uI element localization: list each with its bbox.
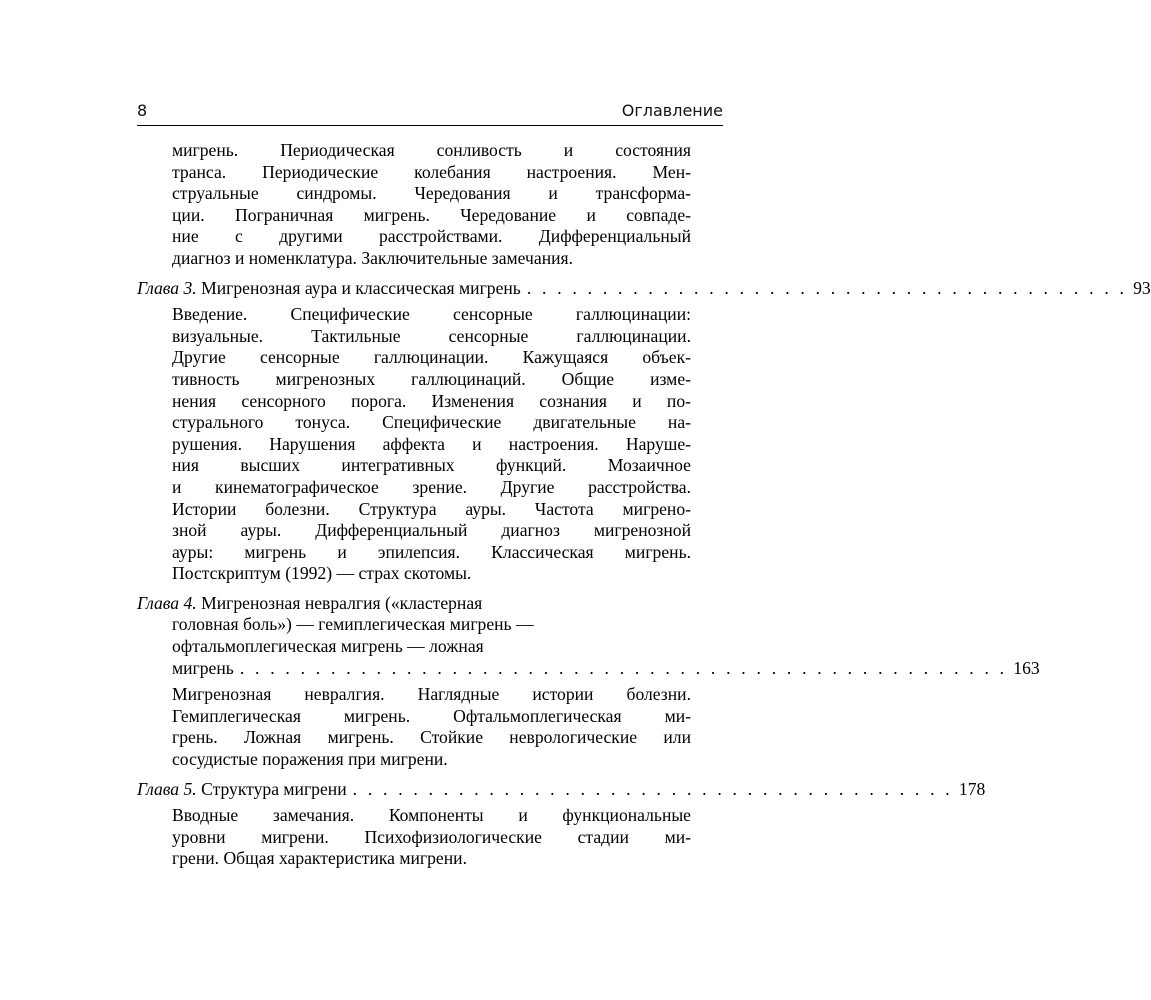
chapter-title-line: офтальмоплегическая мигрень — ложная: [172, 636, 484, 657]
desc-line: ции. Пограничная мигрень. Чередование и совпаде-: [172, 204, 691, 225]
chapter-heading: [137, 593, 723, 615]
desc-line: диагноз и номенклатура. Заключительные замечания.: [172, 247, 574, 268]
chapter-description: [172, 684, 691, 770]
desc-line: ауры: мигрень и эпилепсия. Классическая мигрень.: [172, 541, 691, 562]
chapter-page-number: 178: [958, 778, 986, 799]
chapter-description: [172, 805, 691, 870]
dot-leader: . . . . . . . . . . . . . . . . . . . . . . . . . . . . . . . . . . . . . . . .: [526, 277, 1128, 298]
desc-line: мигрень. Периодическая сонливость и состояния: [172, 140, 691, 160]
toc-entry-chapter-4: [137, 592, 1040, 771]
desc-line: рушения. Нарушения аффекта и настроения. Наруше-: [172, 433, 691, 454]
dot-leader: . . . . . . . . . . . . . . . . . . . . . . . . . . . . . . . . . . . . . . . .: [352, 778, 953, 799]
toc-entry-chapter-3: [137, 277, 1151, 585]
desc-line: Вводные замечания. Компоненты и функциональные: [172, 805, 691, 826]
chapter-2-description-continued: [172, 140, 691, 270]
desc-line: Гемиплегическая мигрень. Офтальмоплегическая ми-: [172, 705, 691, 726]
desc-line: Постскриптум (1992) — страх скотомы.: [172, 563, 472, 584]
toc-entry-chapter-5: [137, 778, 986, 870]
desc-line: ние с другими расстройствами. Дифференциальный: [172, 226, 691, 247]
running-header: [137, 101, 723, 126]
chapter-title: Мигренозная аура и классическая мигрень: [201, 277, 521, 298]
desc-line: транса. Периодические колебания настроения. Мен-: [172, 161, 691, 182]
chapter-label: Глава 5.: [137, 778, 197, 799]
chapter-description: [172, 304, 691, 585]
chapter-title-line: Мигренозная невралгия («кластерная: [201, 592, 483, 613]
page-number: 8: [137, 101, 148, 120]
chapter-heading: [137, 277, 1151, 300]
dot-leader: . . . . . . . . . . . . . . . . . . . . . . . . . . . . . . . . . . . . . . . . . . . . . . . . . . .: [239, 657, 1008, 678]
chapter-label: Глава 3.: [137, 277, 197, 298]
desc-line: нения сенсорного порога. Изменения сознания и по-: [172, 390, 691, 411]
chapter-heading-last-line: [172, 657, 1040, 680]
desc-line: тивность мигренозных галлюцинаций. Общие изме-: [172, 368, 691, 389]
desc-line: Мигренозная невралгия. Наглядные истории болезни.: [172, 684, 691, 705]
desc-line: и кинематографическое зрение. Другие расстройства.: [172, 476, 691, 497]
desc-line: Истории болезни. Структура ауры. Частота мигрено-: [172, 498, 691, 519]
chapter-label: Глава 4.: [137, 592, 197, 613]
desc-line: зной ауры. Дифференциальный диагноз мигренозной: [172, 520, 691, 541]
chapter-page-number: 163: [1013, 657, 1040, 678]
chapter-heading: [137, 778, 986, 801]
desc-line: визуальные. Тактильные сенсорные галлюцинации.: [172, 325, 691, 346]
chapter-title-line: мигрень: [172, 657, 234, 678]
section-title: Оглавление: [621, 101, 723, 120]
desc-line: струальные синдромы. Чередования и трансформа-: [172, 183, 691, 204]
chapter-title-line: головная боль») — гемиплегическая мигрень —: [172, 614, 534, 635]
desc-line: грень. Ложная мигрень. Стойкие неврологические или: [172, 727, 691, 748]
table-of-contents: [137, 140, 1151, 870]
desc-line: уровни мигрени. Психофизиологические стадии ми-: [172, 826, 691, 847]
desc-line: Другие сенсорные галлюцинации. Кажущаяся объек-: [172, 347, 691, 368]
chapter-title: Структура мигрени: [201, 778, 347, 799]
desc-line: Введение. Специфические сенсорные галлюцинации:: [172, 304, 691, 325]
desc-line: грени. Общая характеристика мигрени.: [172, 848, 467, 869]
desc-line: ния высших интегративных функций. Мозаичное: [172, 455, 691, 476]
chapter-page-number: 93: [1133, 277, 1151, 298]
desc-line: стурального тонуса. Специфические двигательные на-: [172, 412, 691, 433]
desc-line: сосудистые поражения при мигрени.: [172, 749, 448, 770]
